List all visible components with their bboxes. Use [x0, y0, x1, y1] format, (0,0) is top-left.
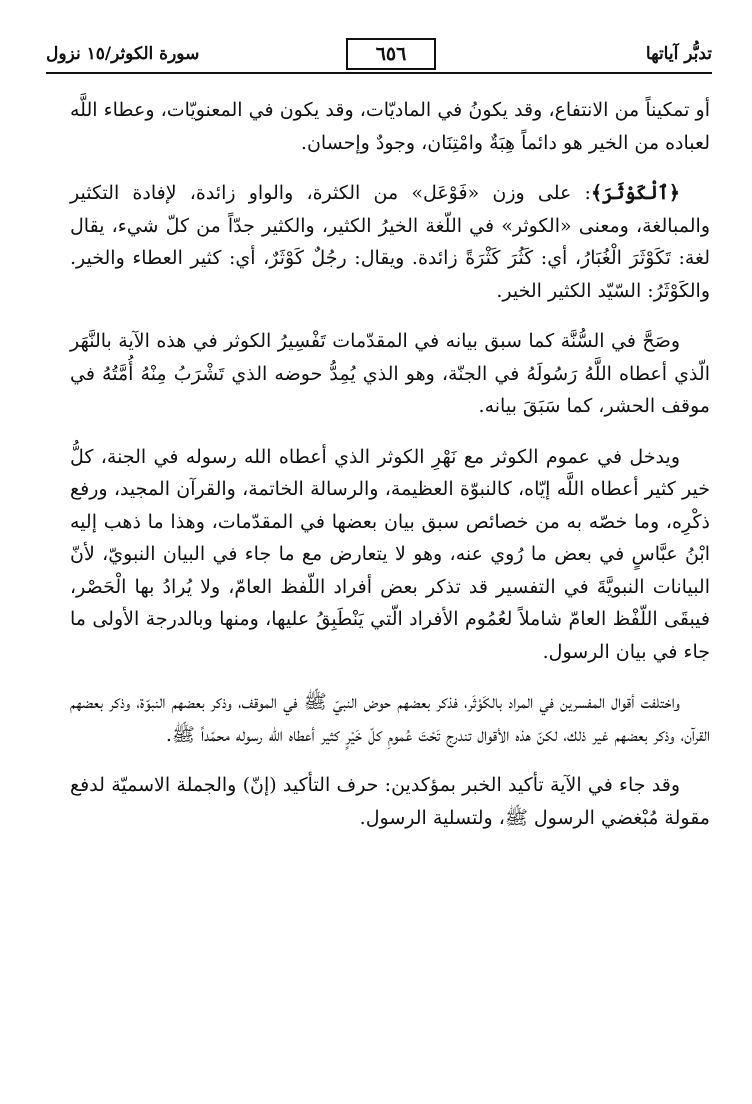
- header-divider: [46, 72, 712, 74]
- paragraph-5: واختلفت أقوال المفسرين في المراد بالكَوْثَر، فذكر بعضهم حوض النبيّ ﷺ في الموقف، وذكر بعضهم النبوّة، وذكر بعضهم القرآن، وذكر بعضهم غير ذلك، لكنّ هذه الأقوال تندرج تَحْتَ عُمومِ كلّ خَيْرٍ كثير أعطاه اللّه رسوله محمّداً ﷺ.: [70, 691, 710, 746]
- paragraph-6: وقد جاء في الآية تأكيد الخبر بمؤكدين: حرف التأكيد (إنّ) والجملة الاسميّة لدفع مقولة مُبْغضي الرسول ﷺ، ولتسلية الرسول.: [70, 774, 710, 829]
- paragraph-3: وصَحَّ في السُّنَّة كما سبق بيانه في المقدّمات تَفْسِيرُ الكوثر في هذه الآية بالنَّهَر الّذي أعطاه اللَّهُ رَسُولَهُ في الجنّة، وهو الذي يُمِدُّ حوضه الذي تَشْرَبُ مِنْهُ أُمَّتُهُ في موقف الحشر، كما سَبَقَ بيانه.: [70, 330, 710, 417]
- page-body: [70, 94, 710, 852]
- quran-term: ﴿ٱلْكَوْثَرَ﴾: [590, 182, 680, 204]
- book-title: تدبُّر آياتها: [645, 44, 712, 64]
- page-number: ٦٥٦: [346, 38, 436, 70]
- paragraph-2: [70, 177, 710, 307]
- surah-label: سورة الكوثر/١٥ نزول: [46, 44, 200, 64]
- paragraph-4: ويدخل في عموم الكوثر مع نَهْرِ الكوثر الذي أعطاه الله رسوله في الجنة، كلُّ خير كثير أعطاه اللَّه إيّاه، كالنبوّة العظيمة، والرسالة الخاتمة، والقرآن المجيد، ورفع ذكْرِه، وما خصّه به من خصائص سبق بيان بعضها في المقدّمات، وهذا ما ذهب إليه ابْنُ عبَّاسٍ في بعض ما رُوي عنه، وهو لا يتعارض مع ما جاء في البيان النبويّ، لأنّ البيانات النبويَّةَ في التفسير قد تذكر بعض أفراد اللّفظ العامّ، ولا يُرادُ بها الْحَصْر، فيبقَى اللّفْظ العامّ شاملاً لعُمُوم الأفراد الّتي يَنْطَبِقُ عليها، ومنها وبالدرجة الأولى ما جاء في بيان الرسول.: [70, 445, 710, 663]
- paragraph-1: أو تمكيناً من الانتفاع، وقد يكونُ في الماديّات، وقد يكون في المعنويّات، وعطاء اللَّه لعباده من الخير هو دائماً هِبَةٌ وامْتِنَان، وجودٌ وإحسان.: [70, 99, 710, 154]
- page-header: [46, 36, 712, 74]
- paragraph-2-text: : على وزن «فَوْعَل» من الكثرة، والواو زائدة، لإفادة التكثير والمبالغة، ومعنى «الكوثر» في اللّغة الخيرُ الكثير، والكثير جدّاً من كلّ شيء، يقال لغة: تَكَوْثَرَ الْغُبَارُ، أي: كَثُرَ كَثْرَةً زائدة. ويقال: رجُلٌ كَوْثَرٌ، أي: كثير العطاء والخير. والكَوْثَرُ: السّيّد الكثير الخير.: [70, 182, 710, 302]
